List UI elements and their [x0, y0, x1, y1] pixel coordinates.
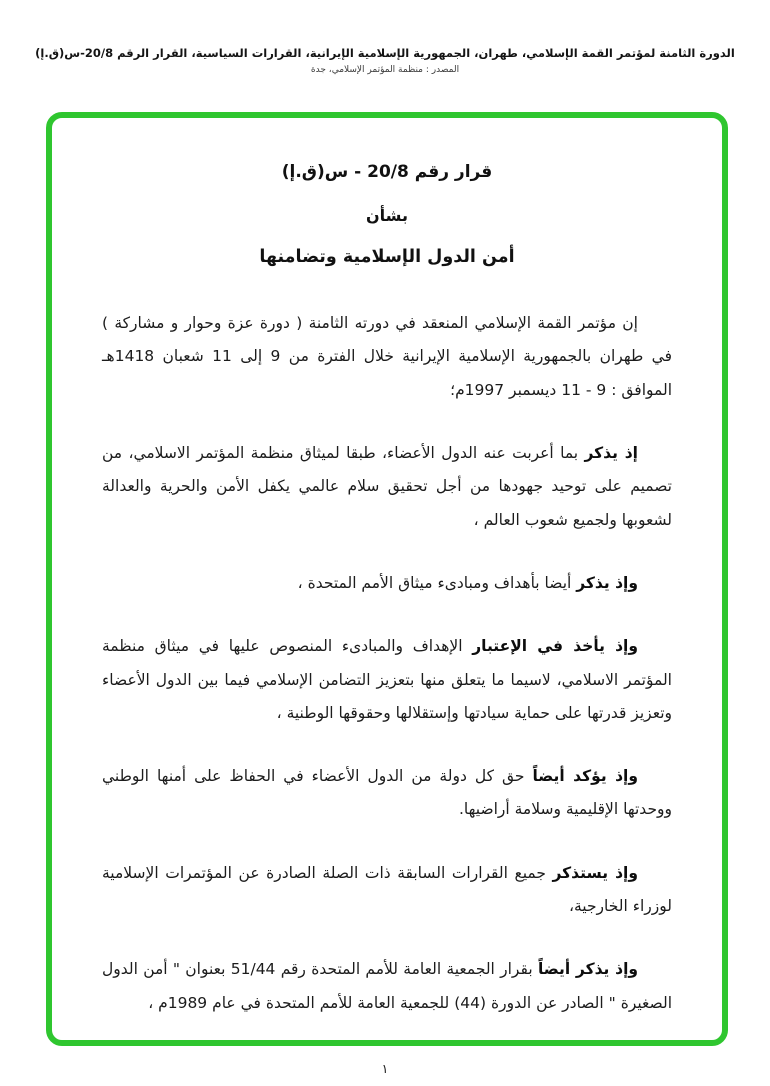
subject-label: بشأن — [366, 206, 408, 225]
resolution-title: قرار رقم 20/8 - س(ق.إ) — [281, 162, 493, 182]
paragraph-text: بما أعربت عنه الدول الأعضاء، طبقا لميثاق منظمة المؤتمر الاسلامي، من تصميم على توحيد جهودها من أجل تحقيق سلام عالمي يكفل الأمن والحرية والعدالة لشعوبها ولجميع شعوب العالم ، — [102, 443, 672, 529]
paragraph-text: أيضا بأهداف ومبادىء ميثاق الأمم المتحدة ، — [297, 573, 572, 592]
paragraph-affirming-rights — [102, 760, 672, 827]
page-number: ١ — [381, 1061, 389, 1076]
resolution-subject: أمن الدول الإسلامية وتضامنها — [259, 247, 515, 267]
document-body — [52, 118, 722, 1020]
paragraph-lead: وإذ يذكر أيضاً — [537, 960, 639, 979]
paragraph-recalling-charter — [102, 437, 672, 537]
paragraph-text: جميع القرارات السابقة ذات الصلة الصادرة عن المؤتمرات الإسلامية لوزراء الخارجية، — [102, 863, 672, 916]
paragraph-recalling-ga-resolution — [102, 953, 672, 1020]
header-citation: الدورة الثامنة لمؤتمر القمة الإسلامي، طهران، الجمهورية الإسلامية الإيرانية، القرارات السياسية، القرار الرقم 20/8-س(ق.إ) — [35, 46, 735, 60]
document-frame — [46, 112, 728, 1046]
paragraph-recalling-resolutions — [102, 857, 672, 924]
paragraph-text: بقرار الجمعية العامة للأمم المتحدة رقم 51/44 بعنوان " أمن الدول الصغيرة " الصادر عن الدورة (44) للجمعية العامة للأمم المتحدة في عام 1989م ، — [102, 960, 672, 1012]
paragraph-lead: وإذ يذكر — [576, 573, 638, 592]
header-source: المصدر : منظمة المؤتمر الإسلامي، جدة — [310, 65, 460, 75]
paragraph-text: إن مؤتمر القمة الإسلامي المنعقد في دورته الثامنة ( دورة عزة وحوار و مشاركة ) في طهران بالجمهورية الإسلامية الإيرانية خلال الفترة من 9 إلى 11 شعبان 1418هـ الموافق : 9 - 11 ديسمبر 1997م؛ — [102, 314, 672, 399]
paragraph-lead: وإذ يأخذ في الإعتبار — [472, 637, 638, 656]
paragraph-text: حق كل دولة من الدول الأعضاء في الحفاظ على أمنها الوطني ووحدتها الإقليمية وسلامة أراضيها. — [102, 767, 672, 819]
paragraph-recalling-un-charter — [102, 567, 672, 600]
paragraph-text: الإهداف والمبادىء المنصوص عليها في ميثاق منظمة المؤتمر الاسلامي، لاسيما ما يتعلق منها بتعزيز التضامن الإسلامي فيما بين الدول الأعضاء وتعزيز قدرتها على حماية سيادتها وإستقلالها وحقوقها الوطنية ، — [102, 637, 672, 722]
document-header — [30, 46, 740, 75]
paragraph-taking-into-account — [102, 630, 672, 730]
paragraph-lead: إذ يذكر — [584, 443, 638, 462]
paragraph-lead: وإذ يستذكر — [552, 863, 638, 882]
paragraph-lead: وإذ يؤكد أيضاً — [532, 767, 638, 786]
page-footer — [0, 1061, 770, 1076]
paragraph-preamble — [102, 307, 672, 407]
